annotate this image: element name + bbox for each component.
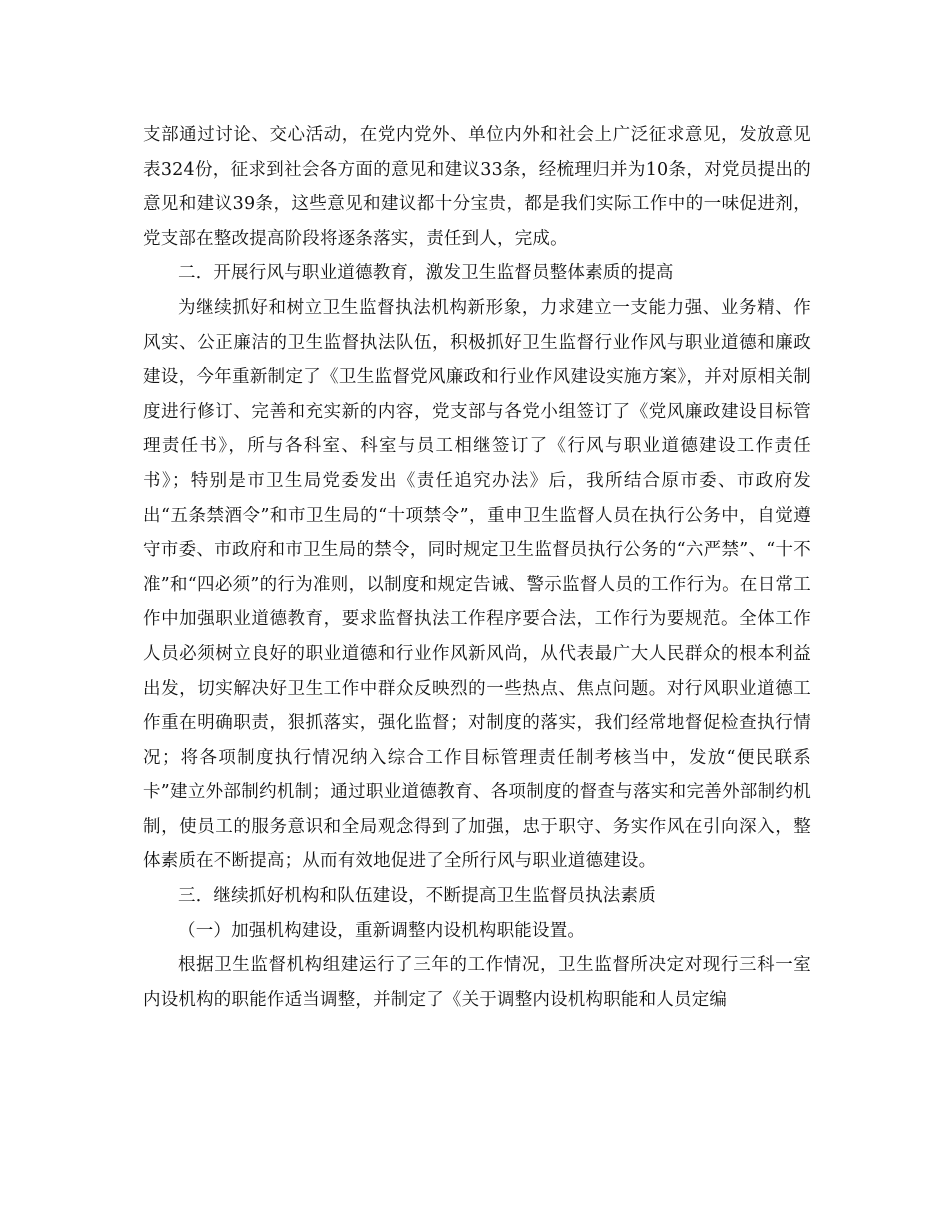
paragraph-institution-adjustment: 根据卫生监督机构组建运行了三年的工作情况，卫生监督所决定对现行三科一室内设机构的职能作适当调整，并制定了《关于调整内设机构职能和人员定编 — [143, 955, 811, 1010]
section-heading-2: 二．开展行风与职业道德教育，激发卫生监督员整体素质的提高 — [178, 263, 674, 284]
paragraph-ethics-education: 为继续抓好和树立卫生监督执法机构新形象，力求建立一支能力强、业务精、作风实、公正廉洁的卫生监督执法队伍，积极抓好卫生监督行业作风与职业道德和廉政建设，今年重新制定了《卫生监督党风廉政和行业作风建设实施方案》，并对原相关制度进行修订、完善和充实新的内容，党支部与各党小组签订了《党风廉政建设目标管理责任书》，所与各科室、科室与员工相继签订了《行风与职业道德建设工作责任书》；特别是市卫生局党委发出《责任追究办法》后，我所结合原市委、市政府发出“五条禁酒令”和市卫生局的“十项禁令”，重申卫生监督人员在执行公务中，自觉遵守市委、市政府和市卫生局的禁令，同时规定卫生监督员执行公务的“六严禁”、“十不准”和“四必须”的行为准则，以制度和规定告诫、警示监督人员的工作行为。在日常工作中加强职业道德教育，要求监督执法工作程序要合法，工作行为要规范。全体工作人员必须树立良好的职业道德和行业作风新风尚，从代表最广大人民群众的根本利益出发，切实解决好卫生工作中群众反映烈的一些热点、焦点问题。对行风职业道德工作重在明确职责，狠抓落实，强化监督；对制度的落实，我们经常地督促检查执行情况；将各项制度执行情况纳入综合工作目标管理责任制考核当中，发放“便民联系卡”建立外部制约机制；通过职业道德教育、各项制度的督查与落实和完善外部制约机制，使员工的服务意识和全局观念得到了加强，忠于职守、务实作风在引向深入，整体素质在不断提高；从而有效地促进了全所行风与职业道德建设。 — [143, 297, 811, 872]
section-heading-3: 三．继续抓好机构和队伍建设，不断提高卫生监督员执法素质 — [178, 886, 656, 907]
subsection-heading-1: （一）加强机构建设，重新调整内设机构职能设置。 — [178, 920, 586, 941]
paragraph-opinions-summary: 支部通过讨论、交心活动，在党内党外、单位内外和社会上广泛征求意见，发放意见表324份，征求到社会各方面的意见和建议33条，经梳理归并为10条，对党员提出的意见和建议39条，这些意见和建议都十分宝贵，都是我们实际工作中的一味促进剂，党支部在整改提高阶段将逐条落实，责任到人，完成。 — [143, 125, 811, 249]
document-body — [143, 118, 811, 1017]
